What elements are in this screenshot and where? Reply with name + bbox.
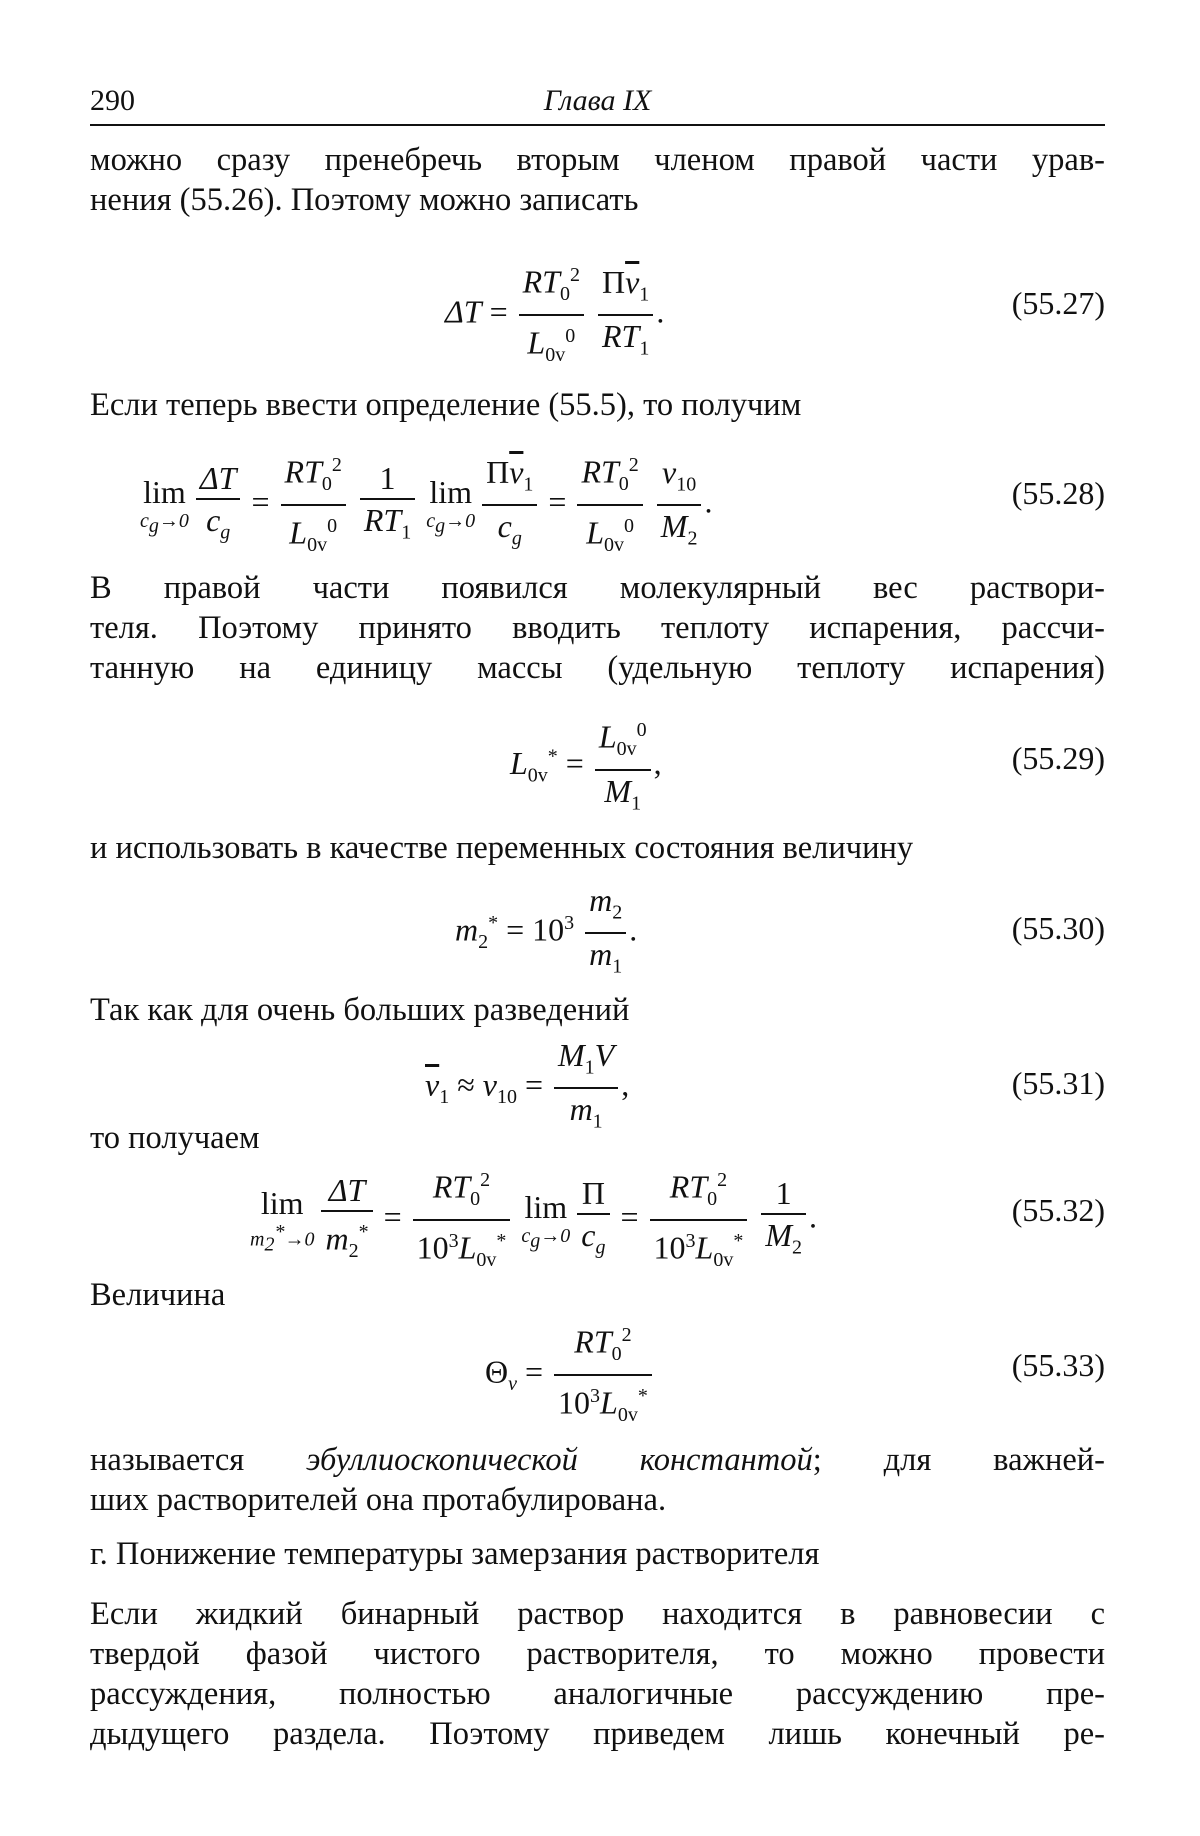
text-span: ; для важней- [812, 1442, 1106, 1478]
text-line: дыдущего раздела. Поэтому приведем лишь конечный ре- [90, 1716, 1105, 1752]
equation-55-30 [90, 880, 1105, 980]
paragraph-9 [90, 1594, 1105, 1754]
formula: ΔT = $\frac{RT_0^2}{L_{0v}^0}$ $\frac{\Pi\overline{v}_1}{RT_1}$ . [445, 255, 664, 375]
paragraph-5 [90, 990, 1105, 1030]
paragraph-4 [90, 828, 1105, 868]
equation-number: (55.27) [1011, 285, 1105, 321]
text-span: называется [90, 1442, 307, 1478]
formula: $L_{0v}^*$ = $\frac{L_{0v}^0}{M_1}$ , [510, 710, 662, 823]
formula: lim $m_2^*\to 0$ $\frac{\Delta T}{m_2^*}$ = $\frac{RT_0^2}{10^3L_{0v}^*}$ lim $c_g\to 0$ $\frac{\Pi}{c_g}$ = $\frac{RT_0^2}{10^3L_{0v}^*}$ $\frac{1}{M_2}$ . [250, 1160, 817, 1280]
page-header [90, 84, 1105, 124]
text-line: то получаем [90, 1120, 260, 1156]
text-line: рассуждения, полностью аналогичные рассуждению пре- [90, 1676, 1105, 1712]
formula: $\Theta_v$ = $\frac{RT_0^2}{10^3L_{0v}^*}$ [485, 1315, 655, 1435]
equation-55-32 [90, 1160, 1105, 1270]
text-line: танную на единицу массы (удельную теплоту испарения) [90, 650, 1105, 686]
equation-number: (55.30) [1011, 910, 1105, 946]
text-line: Величина [90, 1277, 226, 1313]
chapter-title: Глава IX [543, 84, 652, 117]
text-line: В правой части появился молекулярный вес раствори- [90, 570, 1105, 606]
text-line: Так как для очень больших разведений [90, 992, 630, 1028]
equation-number: (55.31) [1011, 1065, 1105, 1101]
equation-number: (55.33) [1011, 1347, 1105, 1383]
paragraph-2 [90, 385, 1105, 425]
formula: $m_2^* = 10^3$ $\frac{m_2}{m_1}$ . [455, 882, 638, 978]
equation-55-28 [90, 445, 1105, 555]
page-number: 290 [90, 84, 135, 117]
section-marker: г. [90, 1536, 108, 1572]
equation-55-33 [90, 1315, 1105, 1425]
paragraph-1 [90, 140, 1105, 220]
text-line: Если теперь ввести определение (55.5), то получим [90, 387, 802, 423]
paragraph-3 [90, 568, 1105, 688]
section-title: Понижение температуры замерзания растворителя [115, 1536, 820, 1572]
equation-55-29 [90, 710, 1105, 815]
equation-number: (55.29) [1011, 740, 1105, 776]
text-line: Если жидкий бинарный раствор находится в равновесии с [90, 1596, 1105, 1632]
formula: $\overline{v}_1 \approx v_{10}$ = $\frac{M_1V}{m_1}$ , [425, 1037, 630, 1133]
text-line: ших растворителей она протабулирована. [90, 1482, 667, 1518]
paragraph-7 [90, 1275, 1105, 1315]
term-emphasis: эбуллиоскопической константой [306, 1442, 813, 1478]
text-line: и использовать в качестве переменных состояния величину [90, 830, 914, 866]
paragraph-8 [90, 1440, 1105, 1520]
text-line: твердой фазой чистого растворителя, то можно провести [90, 1636, 1105, 1672]
text-line: нения (55.26). Поэтому можно записать [90, 182, 639, 218]
text-line [90, 1440, 1105, 1480]
paragraph-6 [90, 1118, 1105, 1158]
text-line: теля. Поэтому принято вводить теплоту испарения, рассчи- [90, 610, 1105, 646]
equation-number: (55.32) [1011, 1192, 1105, 1228]
text-line: можно сразу пренебречь вторым членом правой части урав- [90, 142, 1105, 178]
section-heading [90, 1536, 819, 1573]
header-rule [90, 124, 1105, 126]
equation-number: (55.28) [1011, 475, 1105, 511]
equation-55-27 [90, 255, 1105, 367]
formula: lim $c_g\to 0$ $\frac{\Delta T}{c_g}$ = $\frac{RT_0^2}{L_{0v}^0}$ $\frac{1}{RT_1}$ lim $c_g\to 0$ $\frac{\Pi\overline{v}_1}{c_g}$ = $\frac{RT_0^2}{L_{0v}^0}$ $\frac{v_{10}}{M_2}$ . [140, 445, 712, 565]
